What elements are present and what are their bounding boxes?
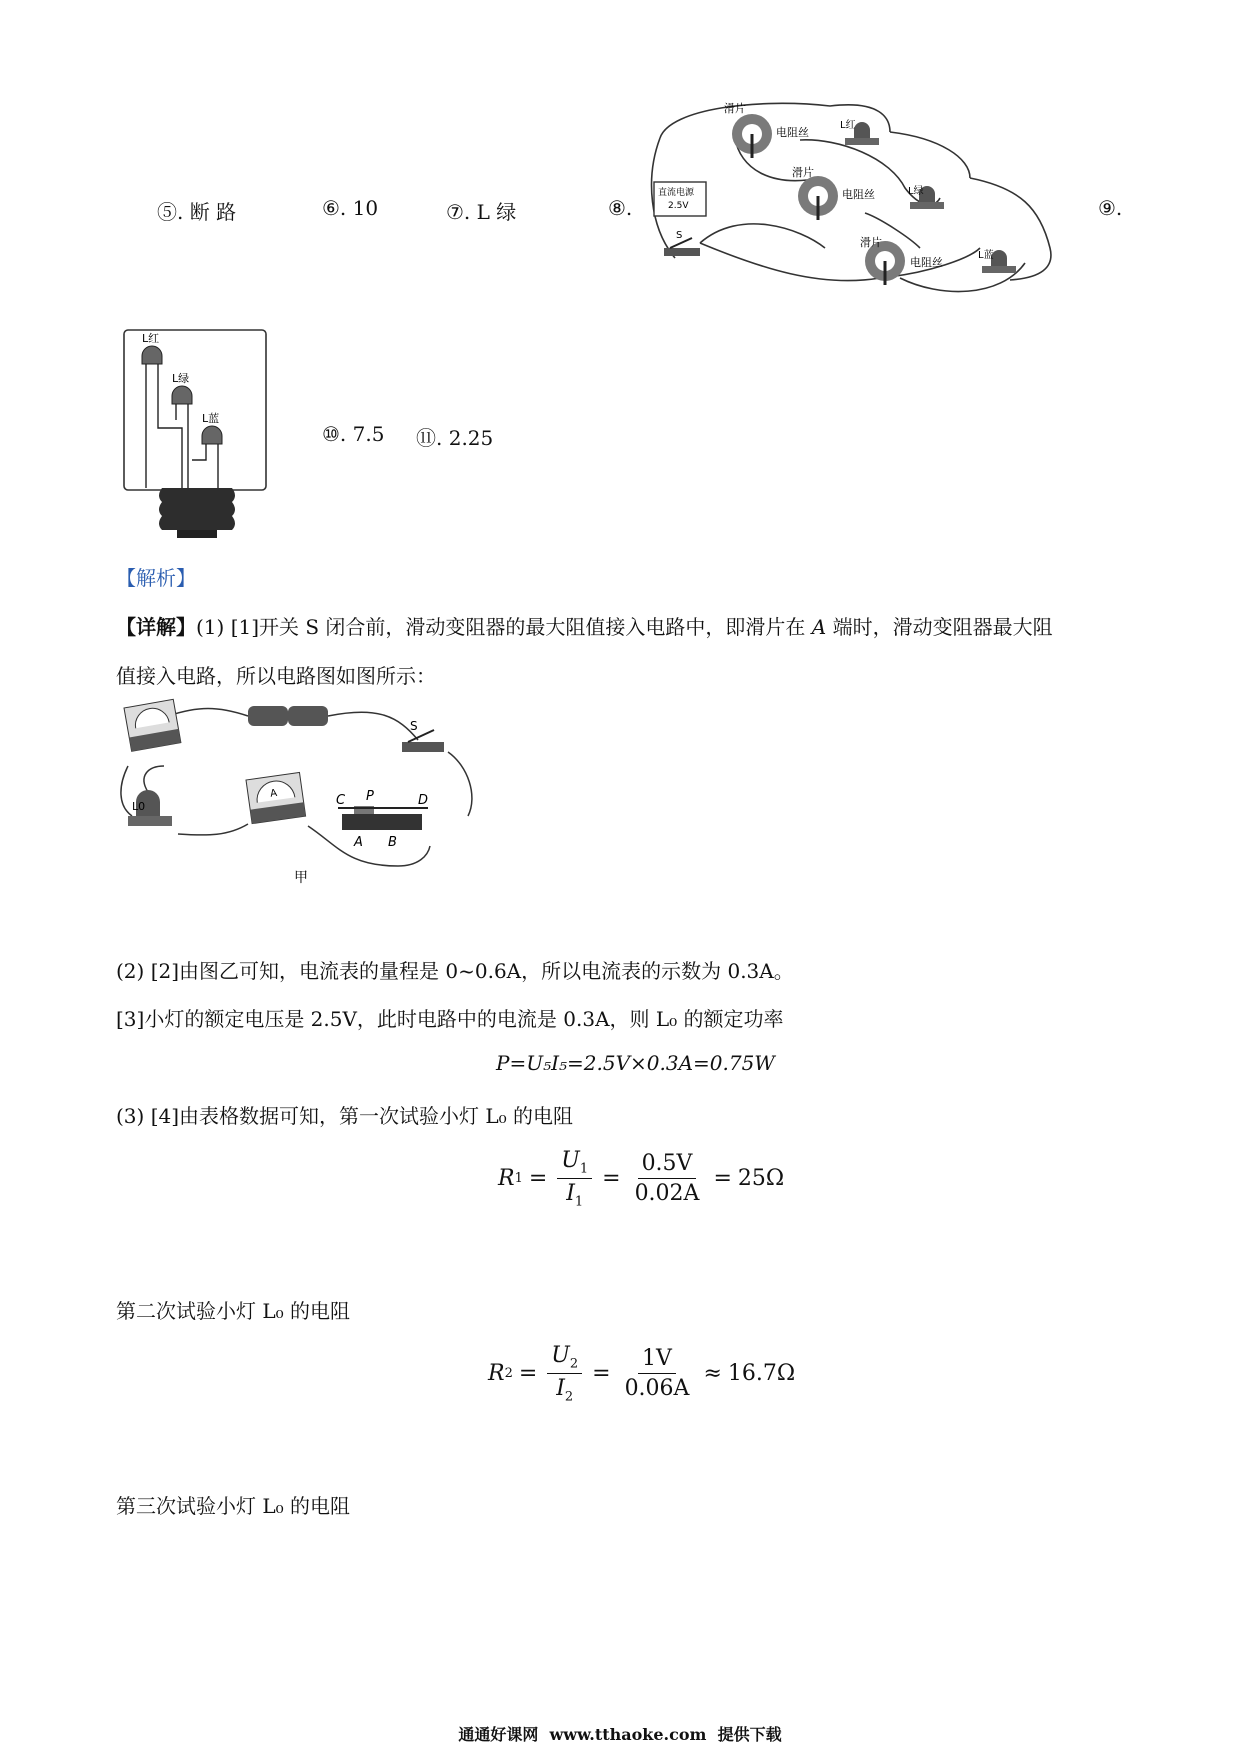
ammeter xyxy=(246,772,306,823)
answer-5: ⑤. 断 路 xyxy=(157,200,237,224)
svg-text:直流电源: 直流电源 xyxy=(658,188,695,198)
svg-text:电阻丝: 电阻丝 xyxy=(842,188,875,201)
svg-text:D: D xyxy=(418,793,429,808)
svg-text:电阻丝: 电阻丝 xyxy=(776,126,809,139)
fig-jia-caption: 甲 xyxy=(294,870,308,886)
rheostat-2 xyxy=(798,176,838,220)
power-supply xyxy=(654,182,706,216)
answer-11: ⑪. 2.25 xyxy=(416,426,494,450)
svg-text:L绿: L绿 xyxy=(172,372,190,385)
answer-9: ⑨. xyxy=(1098,196,1123,220)
para-6: 第三次试验小灯 L₀ 的电阻 xyxy=(116,1494,351,1518)
svg-text:A: A xyxy=(354,835,363,850)
para-3: [3]小灯的额定电压是 2.5V，此时电路中的电流是 0.3A，则 L₀ 的额定功率 xyxy=(116,1007,784,1031)
svg-text:L红: L红 xyxy=(840,120,856,131)
svg-text:L蓝: L蓝 xyxy=(978,250,994,261)
answer-8: ⑧. xyxy=(608,196,633,220)
svg-text:滑片: 滑片 xyxy=(724,102,746,115)
detail-text-1-end: 端时，滑动变阻器最大阻 xyxy=(832,615,1053,639)
answer-6: ⑥. 10 xyxy=(322,196,379,220)
detail-text-1: (1) [1]开关 S 闭合前，滑动变阻器的最大阻值接入电路中，即滑片在 xyxy=(196,615,806,639)
figure-jia xyxy=(118,696,478,890)
answer-7: ⑦. L 绿 xyxy=(446,200,517,224)
power-equation: P=U₅I₅=2.5V×0.3A=0.75W xyxy=(496,1051,775,1075)
detail-line-1 xyxy=(116,611,1053,640)
switch-s xyxy=(664,230,700,256)
svg-text:L红: L红 xyxy=(142,332,160,345)
svg-text:L蓝: L蓝 xyxy=(202,412,220,425)
page-footer: 通通好课网 www.tthaoke.com 提供下载 xyxy=(458,1725,782,1744)
voltmeter xyxy=(124,699,181,751)
equation-r1: R 1 = $\frac{U_1}{I_1}$ = $\frac{0.5V}{0.02A}$ = 25Ω xyxy=(498,1148,785,1210)
svg-text:S: S xyxy=(676,230,683,241)
svg-text:L0: L0 xyxy=(132,800,146,813)
svg-text:2.5V: 2.5V xyxy=(668,201,689,211)
lamp-l0 xyxy=(128,790,172,826)
svg-text:滑片: 滑片 xyxy=(860,236,882,249)
svg-text:L绿: L绿 xyxy=(908,186,924,197)
para-2: (2) [2]由图乙可知，电流表的量程是 0~0.6A，所以电流表的示数为 0.3A。 xyxy=(116,959,794,983)
switch-s-jia xyxy=(402,719,444,752)
lamp-panel-figure xyxy=(122,328,270,540)
detail-prefix: 【详解】 xyxy=(116,615,196,639)
svg-text:A: A xyxy=(269,787,278,800)
answer-10: ⑩. 7.5 xyxy=(322,422,385,446)
svg-text:电阻丝: 电阻丝 xyxy=(910,256,943,269)
section-tag-analysis: 【解析】 xyxy=(116,566,196,590)
battery xyxy=(248,706,328,726)
detail-line-2: 值接入电路，所以电路图如图所示： xyxy=(116,664,436,688)
svg-text:滑片: 滑片 xyxy=(792,166,814,179)
para-5: 第二次试验小灯 L₀ 的电阻 xyxy=(116,1299,351,1323)
rheostat-1 xyxy=(732,114,772,158)
parallel-circuit-figure xyxy=(640,98,1070,308)
para-4: (3) [4]由表格数据可知，第一次试验小灯 L₀ 的电阻 xyxy=(116,1104,574,1128)
svg-text:P: P xyxy=(366,789,374,804)
rheostat-jia xyxy=(336,789,428,850)
equation-r2: R 2 = $\frac{U_2}{I_2}$ = $\frac{1V}{0.06A}$ ≈ 16.7Ω xyxy=(488,1343,796,1405)
endpoint-var: A xyxy=(811,615,827,639)
svg-text:B: B xyxy=(388,835,397,850)
svg-text:C: C xyxy=(336,793,346,808)
svg-text:S: S xyxy=(410,719,418,733)
